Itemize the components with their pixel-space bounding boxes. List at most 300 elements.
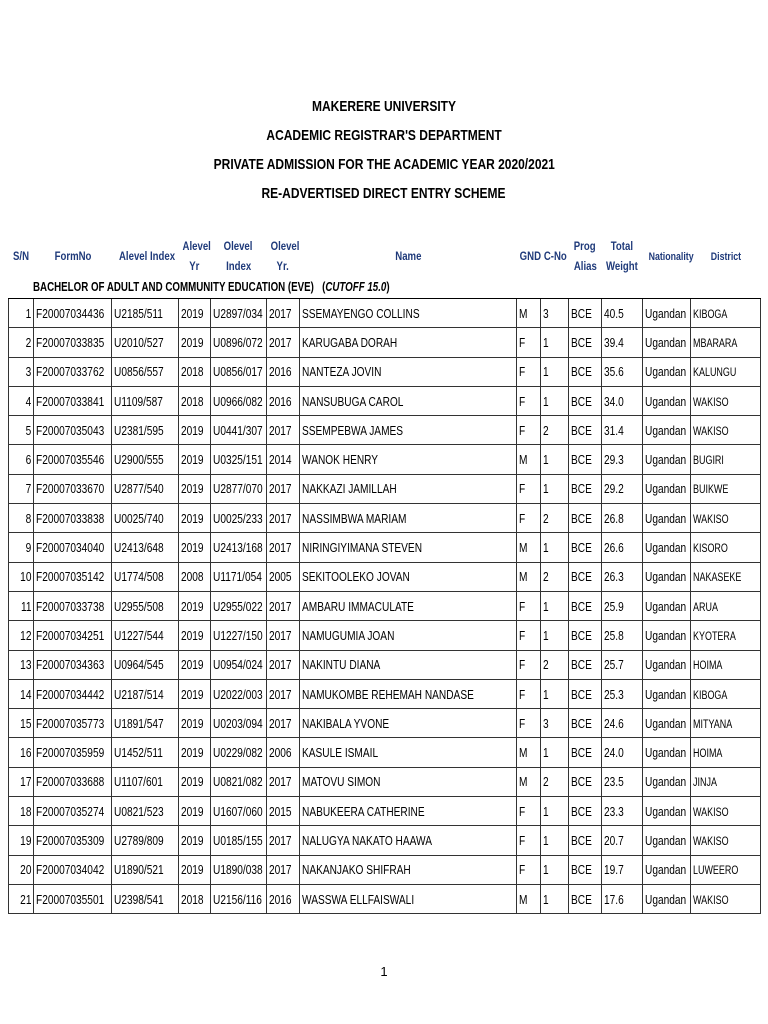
- cell-cno: 1: [541, 591, 569, 620]
- cell-name: MATOVU SIMON: [300, 767, 517, 796]
- cell-formno: F20007033838: [34, 504, 112, 533]
- cell-total-weight: 24.0: [602, 738, 643, 767]
- cell-name: AMBARU IMMACULATE: [300, 591, 517, 620]
- cell-gnd: F: [517, 826, 541, 855]
- table-row: [9, 738, 761, 767]
- cell-cno: 2: [541, 767, 569, 796]
- cell-total-weight: 19.7: [602, 855, 643, 884]
- col-header-nationality: Nationality: [648, 250, 694, 263]
- cell-olevel-yr: 2005: [267, 562, 300, 591]
- cell-olevel-yr: 2017: [267, 416, 300, 445]
- department-title: ACADEMIC REGISTRAR'S DEPARTMENT: [266, 127, 502, 144]
- cell-district: LUWEERO: [691, 855, 761, 884]
- cell-district: KYOTERA: [691, 621, 761, 650]
- cell-district: MBARARA: [691, 328, 761, 357]
- cell-olevel-index: U2877/070: [211, 474, 267, 503]
- cell-nationality: Ugandan: [643, 621, 691, 650]
- cell-alevel-index: U1227/544: [112, 621, 179, 650]
- cell-formno: F20007034442: [34, 679, 112, 708]
- cell-total-weight: 23.3: [602, 797, 643, 826]
- cell-alevel-index: U2185/511: [112, 299, 179, 328]
- admission-list-table: [8, 236, 761, 914]
- table-row: [9, 416, 761, 445]
- cell-alevel-yr: 2019: [179, 826, 211, 855]
- cell-olevel-yr: 2015: [267, 797, 300, 826]
- cell-cno: 2: [541, 650, 569, 679]
- cell-gnd: M: [517, 767, 541, 796]
- cell-alevel-yr: 2019: [179, 621, 211, 650]
- cell-alevel-yr: 2019: [179, 709, 211, 738]
- cell-alevel-index: U0964/545: [112, 650, 179, 679]
- cell-gnd: F: [517, 621, 541, 650]
- col-header-name: Name: [394, 249, 422, 263]
- cell-alevel-index: U1774/508: [112, 562, 179, 591]
- cell-sn: 2: [9, 328, 34, 357]
- cell-prog-alias: BCE: [569, 621, 602, 650]
- cell-alevel-yr: 2019: [179, 767, 211, 796]
- cell-total-weight: 39.4: [602, 328, 643, 357]
- cell-prog-alias: BCE: [569, 562, 602, 591]
- cell-alevel-index: U0025/740: [112, 504, 179, 533]
- cell-nationality: Ugandan: [643, 533, 691, 562]
- cell-nationality: Ugandan: [643, 386, 691, 415]
- cell-district: KIBOGA: [691, 299, 761, 328]
- cell-olevel-index: U0025/233: [211, 504, 267, 533]
- cell-olevel-yr: 2017: [267, 826, 300, 855]
- cell-olevel-yr: 2017: [267, 328, 300, 357]
- cell-name: KASULE ISMAIL: [300, 738, 517, 767]
- cell-prog-alias: BCE: [569, 709, 602, 738]
- cell-cno: 1: [541, 621, 569, 650]
- cell-gnd: F: [517, 855, 541, 884]
- cell-olevel-index: U0203/094: [211, 709, 267, 738]
- cell-sn: 9: [9, 533, 34, 562]
- cell-total-weight: 25.3: [602, 679, 643, 708]
- cell-gnd: F: [517, 386, 541, 415]
- cell-olevel-yr: 2017: [267, 855, 300, 884]
- cell-total-weight: 29.3: [602, 445, 643, 474]
- cell-olevel-index: U2897/034: [211, 299, 267, 328]
- col-header-alevel-yr: Alevel Yr: [182, 239, 211, 273]
- cell-nationality: Ugandan: [643, 884, 691, 913]
- cell-olevel-index: U0954/024: [211, 650, 267, 679]
- cell-formno: F20007034042: [34, 855, 112, 884]
- page-number: 1: [380, 964, 388, 979]
- cell-cno: 1: [541, 884, 569, 913]
- cell-name: NALUGYA NAKATO HAAWA: [300, 826, 517, 855]
- cell-total-weight: 23.5: [602, 767, 643, 796]
- cell-district: WAKISO: [691, 826, 761, 855]
- cell-name: NANSUBUGA CAROL: [300, 386, 517, 415]
- cell-total-weight: 40.5: [602, 299, 643, 328]
- cell-gnd: F: [517, 650, 541, 679]
- cell-cno: 3: [541, 299, 569, 328]
- cell-prog-alias: BCE: [569, 474, 602, 503]
- cell-name: NAKANJAKO SHIFRAH: [300, 855, 517, 884]
- cell-cno: 1: [541, 826, 569, 855]
- cell-cno: 1: [541, 679, 569, 708]
- cell-nationality: Ugandan: [643, 738, 691, 767]
- cell-sn: 15: [9, 709, 34, 738]
- cell-name: NIRINGIYIMANA STEVEN: [300, 533, 517, 562]
- col-header-sn: S/N: [12, 249, 29, 263]
- cell-alevel-index: U2413/648: [112, 533, 179, 562]
- cell-nationality: Ugandan: [643, 855, 691, 884]
- cell-formno: F20007035546: [34, 445, 112, 474]
- cell-total-weight: 25.9: [602, 591, 643, 620]
- cell-alevel-index: U1890/521: [112, 855, 179, 884]
- col-header-district: District: [710, 250, 741, 263]
- cell-sn: 12: [9, 621, 34, 650]
- cell-name: NAMUKOMBE REHEMAH NANDASE: [300, 679, 517, 708]
- cell-district: NAKASEKE: [691, 562, 761, 591]
- cell-total-weight: 26.6: [602, 533, 643, 562]
- table-row: [9, 533, 761, 562]
- cell-gnd: F: [517, 357, 541, 386]
- cell-alevel-yr: 2018: [179, 884, 211, 913]
- cell-gnd: F: [517, 709, 541, 738]
- cell-formno: F20007035959: [34, 738, 112, 767]
- cell-gnd: F: [517, 679, 541, 708]
- cell-gnd: M: [517, 299, 541, 328]
- cell-olevel-index: U0229/082: [211, 738, 267, 767]
- cell-nationality: Ugandan: [643, 826, 691, 855]
- table-row: [9, 797, 761, 826]
- cell-formno: F20007033738: [34, 591, 112, 620]
- cell-alevel-yr: 2019: [179, 328, 211, 357]
- cell-nationality: Ugandan: [643, 709, 691, 738]
- cell-olevel-index: U0896/072: [211, 328, 267, 357]
- cell-olevel-yr: 2016: [267, 357, 300, 386]
- table-row: [9, 591, 761, 620]
- cell-district: HOIMA: [691, 650, 761, 679]
- cell-alevel-yr: 2019: [179, 533, 211, 562]
- cell-name: NAMUGUMIA JOAN: [300, 621, 517, 650]
- cell-name: NABUKEERA CATHERINE: [300, 797, 517, 826]
- cell-formno: F20007035043: [34, 416, 112, 445]
- cell-district: KALUNGU: [691, 357, 761, 386]
- table-body: [9, 299, 761, 914]
- cell-nationality: Ugandan: [643, 767, 691, 796]
- cell-formno: F20007033835: [34, 328, 112, 357]
- table-row: [9, 826, 761, 855]
- cell-alevel-index: U1107/601: [112, 767, 179, 796]
- cell-olevel-index: U0966/082: [211, 386, 267, 415]
- cell-olevel-index: U1227/150: [211, 621, 267, 650]
- cell-total-weight: 24.6: [602, 709, 643, 738]
- cell-cno: 2: [541, 504, 569, 533]
- cell-formno: F20007034436: [34, 299, 112, 328]
- cell-prog-alias: BCE: [569, 855, 602, 884]
- cell-cno: 1: [541, 357, 569, 386]
- cell-alevel-index: U2877/540: [112, 474, 179, 503]
- cell-total-weight: 35.6: [602, 357, 643, 386]
- cell-district: WAKISO: [691, 386, 761, 415]
- cell-olevel-index: U0821/082: [211, 767, 267, 796]
- cell-district: BUGIRI: [691, 445, 761, 474]
- cell-name: NAKKAZI JAMILLAH: [300, 474, 517, 503]
- programme-section-row: [9, 276, 761, 299]
- cell-nationality: Ugandan: [643, 299, 691, 328]
- cell-prog-alias: BCE: [569, 416, 602, 445]
- scheme-title: RE-ADVERTISED DIRECT ENTRY SCHEME: [261, 185, 507, 202]
- cell-sn: 3: [9, 357, 34, 386]
- cell-nationality: Ugandan: [643, 357, 691, 386]
- cell-olevel-yr: 2017: [267, 591, 300, 620]
- cell-alevel-yr: 2019: [179, 474, 211, 503]
- table-row: [9, 357, 761, 386]
- cell-olevel-yr: 2017: [267, 767, 300, 796]
- cell-sn: 1: [9, 299, 34, 328]
- cell-olevel-yr: 2014: [267, 445, 300, 474]
- cell-alevel-index: U0856/557: [112, 357, 179, 386]
- cell-gnd: M: [517, 884, 541, 913]
- document-header: [0, 96, 768, 212]
- cell-nationality: Ugandan: [643, 416, 691, 445]
- table-row: [9, 562, 761, 591]
- cell-prog-alias: BCE: [569, 533, 602, 562]
- cell-olevel-yr: 2017: [267, 299, 300, 328]
- cell-alevel-yr: 2019: [179, 679, 211, 708]
- col-header-prog-alias: Prog Alias: [573, 239, 597, 273]
- table-row: [9, 709, 761, 738]
- cell-olevel-yr: 2016: [267, 884, 300, 913]
- cell-gnd: F: [517, 504, 541, 533]
- table-row: [9, 445, 761, 474]
- cell-alevel-index: U2187/514: [112, 679, 179, 708]
- cell-sn: 13: [9, 650, 34, 679]
- cell-district: KISORO: [691, 533, 761, 562]
- table-row: [9, 299, 761, 328]
- cell-olevel-index: U1890/038: [211, 855, 267, 884]
- cell-alevel-yr: 2019: [179, 591, 211, 620]
- cell-olevel-index: U0185/155: [211, 826, 267, 855]
- university-title: MAKERERE UNIVERSITY: [311, 98, 457, 115]
- cell-sn: 7: [9, 474, 34, 503]
- cell-formno: F20007034363: [34, 650, 112, 679]
- cell-cno: 1: [541, 533, 569, 562]
- cell-sn: 5: [9, 416, 34, 445]
- cell-alevel-index: U2789/809: [112, 826, 179, 855]
- cell-cno: 1: [541, 328, 569, 357]
- cell-cno: 3: [541, 709, 569, 738]
- cell-prog-alias: BCE: [569, 679, 602, 708]
- cell-formno: F20007034040: [34, 533, 112, 562]
- cell-name: NANTEZA JOVIN: [300, 357, 517, 386]
- cell-alevel-index: U2381/595: [112, 416, 179, 445]
- cell-district: WAKISO: [691, 504, 761, 533]
- cell-formno: F20007033688: [34, 767, 112, 796]
- cell-olevel-yr: 2016: [267, 386, 300, 415]
- cell-olevel-yr: 2017: [267, 533, 300, 562]
- cell-alevel-yr: 2018: [179, 386, 211, 415]
- cell-name: NAKINTU DIANA: [300, 650, 517, 679]
- cell-sn: 20: [9, 855, 34, 884]
- cell-alevel-index: U1452/511: [112, 738, 179, 767]
- table-row: [9, 328, 761, 357]
- cell-gnd: F: [517, 474, 541, 503]
- cell-formno: F20007033670: [34, 474, 112, 503]
- cell-nationality: Ugandan: [643, 591, 691, 620]
- table-row: [9, 621, 761, 650]
- table-row: [9, 767, 761, 796]
- cell-cno: 1: [541, 386, 569, 415]
- cell-total-weight: 31.4: [602, 416, 643, 445]
- cell-sn: 19: [9, 826, 34, 855]
- cell-olevel-yr: 2017: [267, 504, 300, 533]
- cell-nationality: Ugandan: [643, 474, 691, 503]
- cell-gnd: F: [517, 328, 541, 357]
- col-header-formno: FormNo: [54, 249, 91, 263]
- cell-sn: 18: [9, 797, 34, 826]
- cell-formno: F20007035274: [34, 797, 112, 826]
- cell-total-weight: 17.6: [602, 884, 643, 913]
- cell-total-weight: 25.8: [602, 621, 643, 650]
- cell-nationality: Ugandan: [643, 328, 691, 357]
- cell-alevel-yr: 2019: [179, 797, 211, 826]
- cell-olevel-index: U1607/060: [211, 797, 267, 826]
- cell-formno: F20007033762: [34, 357, 112, 386]
- cell-olevel-yr: 2006: [267, 738, 300, 767]
- cell-prog-alias: BCE: [569, 884, 602, 913]
- cell-nationality: Ugandan: [643, 797, 691, 826]
- cell-prog-alias: BCE: [569, 328, 602, 357]
- cell-nationality: Ugandan: [643, 679, 691, 708]
- table-row: [9, 855, 761, 884]
- table-row: [9, 474, 761, 503]
- cell-sn: 6: [9, 445, 34, 474]
- cell-alevel-index: U0821/523: [112, 797, 179, 826]
- cell-sn: 8: [9, 504, 34, 533]
- cell-olevel-yr: 2017: [267, 621, 300, 650]
- cell-alevel-index: U2955/508: [112, 591, 179, 620]
- cell-alevel-yr: 2019: [179, 445, 211, 474]
- cell-prog-alias: BCE: [569, 767, 602, 796]
- cell-olevel-index: U2022/003: [211, 679, 267, 708]
- cell-alevel-yr: 2019: [179, 299, 211, 328]
- cell-olevel-index: U2156/116: [211, 884, 267, 913]
- cell-formno: F20007034251: [34, 621, 112, 650]
- cell-alevel-index: U1891/547: [112, 709, 179, 738]
- cell-formno: F20007033841: [34, 386, 112, 415]
- cell-prog-alias: BCE: [569, 650, 602, 679]
- cell-name: KARUGABA DORAH: [300, 328, 517, 357]
- cell-olevel-index: U0856/017: [211, 357, 267, 386]
- cell-total-weight: 25.7: [602, 650, 643, 679]
- col-header-olevel-index: Olevel Index: [224, 239, 253, 273]
- cell-alevel-index: U2010/527: [112, 328, 179, 357]
- cell-name: SSEMAYENGO COLLINS: [300, 299, 517, 328]
- cell-gnd: F: [517, 591, 541, 620]
- cell-olevel-yr: 2017: [267, 474, 300, 503]
- cell-cno: 1: [541, 855, 569, 884]
- cell-olevel-yr: 2017: [267, 679, 300, 708]
- cell-prog-alias: BCE: [569, 445, 602, 474]
- cell-cno: 1: [541, 445, 569, 474]
- cell-prog-alias: BCE: [569, 738, 602, 767]
- cell-formno: F20007035142: [34, 562, 112, 591]
- col-header-alevel-index: Alevel Index: [118, 249, 175, 263]
- cell-alevel-yr: 2018: [179, 357, 211, 386]
- cell-prog-alias: BCE: [569, 591, 602, 620]
- cell-alevel-index: U2900/555: [112, 445, 179, 474]
- col-header-cno: C-No: [543, 249, 567, 263]
- cell-sn: 21: [9, 884, 34, 913]
- cell-formno: F20007035501: [34, 884, 112, 913]
- cutoff-label: CUTOFF 15.0: [324, 280, 386, 294]
- programme-heading: BACHELOR OF ADULT AND COMMUNITY EDUCATION (EVE) (CUTOFF 15.0): [32, 280, 390, 294]
- col-header-olevel-yr: Olevel Yr.: [270, 239, 299, 273]
- cell-olevel-yr: 2017: [267, 709, 300, 738]
- cell-alevel-yr: 2019: [179, 504, 211, 533]
- cell-olevel-index: U2413/168: [211, 533, 267, 562]
- cell-prog-alias: BCE: [569, 504, 602, 533]
- cell-total-weight: 34.0: [602, 386, 643, 415]
- cell-alevel-yr: 2019: [179, 416, 211, 445]
- cell-alevel-yr: 2008: [179, 562, 211, 591]
- cell-prog-alias: BCE: [569, 357, 602, 386]
- col-header-total-weight: Total Weight: [606, 239, 638, 273]
- cell-sn: 17: [9, 767, 34, 796]
- cell-prog-alias: BCE: [569, 826, 602, 855]
- cell-cno: 1: [541, 797, 569, 826]
- cell-sn: 10: [9, 562, 34, 591]
- cell-name: WANOK HENRY: [300, 445, 517, 474]
- cell-gnd: M: [517, 445, 541, 474]
- cell-gnd: F: [517, 797, 541, 826]
- cell-name: SEKITOOLEKO JOVAN: [300, 562, 517, 591]
- cell-cno: 1: [541, 738, 569, 767]
- cell-nationality: Ugandan: [643, 504, 691, 533]
- cell-prog-alias: BCE: [569, 299, 602, 328]
- table-row: [9, 386, 761, 415]
- cell-cno: 2: [541, 416, 569, 445]
- cell-total-weight: 20.7: [602, 826, 643, 855]
- cell-olevel-index: U0325/151: [211, 445, 267, 474]
- cell-alevel-yr: 2019: [179, 650, 211, 679]
- cell-nationality: Ugandan: [643, 445, 691, 474]
- cell-name: NASSIMBWA MARIAM: [300, 504, 517, 533]
- cell-olevel-index: U1171/054: [211, 562, 267, 591]
- cell-district: KIBOGA: [691, 679, 761, 708]
- table-row: [9, 884, 761, 913]
- cell-district: BUIKWE: [691, 474, 761, 503]
- table-header: [9, 236, 761, 276]
- table-row: [9, 650, 761, 679]
- cell-gnd: F: [517, 416, 541, 445]
- cell-formno: F20007035773: [34, 709, 112, 738]
- cell-alevel-yr: 2019: [179, 855, 211, 884]
- cell-district: MITYANA: [691, 709, 761, 738]
- table-row: [9, 679, 761, 708]
- cell-sn: 14: [9, 679, 34, 708]
- cell-cno: 2: [541, 562, 569, 591]
- cell-sn: 16: [9, 738, 34, 767]
- table-row: [9, 504, 761, 533]
- cell-gnd: M: [517, 533, 541, 562]
- cell-alevel-yr: 2019: [179, 738, 211, 767]
- cell-formno: F20007035309: [34, 826, 112, 855]
- cell-district: WAKISO: [691, 797, 761, 826]
- cell-nationality: Ugandan: [643, 650, 691, 679]
- admission-title: PRIVATE ADMISSION FOR THE ACADEMIC YEAR 2020/2021: [213, 156, 555, 173]
- cell-cno: 1: [541, 474, 569, 503]
- cell-district: ARUA: [691, 591, 761, 620]
- cell-gnd: M: [517, 738, 541, 767]
- cell-alevel-index: U2398/541: [112, 884, 179, 913]
- cell-sn: 4: [9, 386, 34, 415]
- cell-district: HOIMA: [691, 738, 761, 767]
